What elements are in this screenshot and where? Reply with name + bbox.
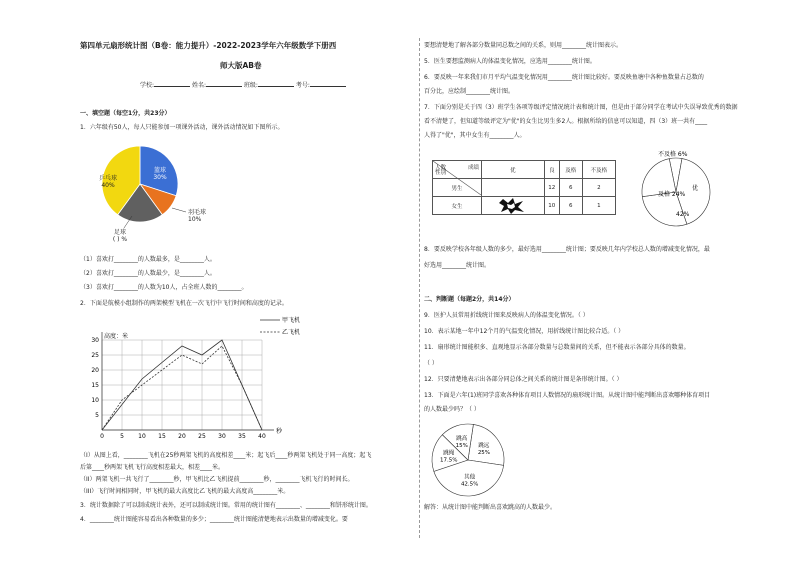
x-tick-label: 15 — [158, 433, 166, 440]
question-2: 2．下面是航模小组制作的两架模型飞机在一次飞行中飞行时间和高度的记录。 — [80, 300, 288, 307]
title-line-1: 第四单元扇形统计图（B卷：能力提升）-2022-2023学年六年级数学下册西 — [80, 41, 337, 50]
col-header-good: 良 — [544, 161, 559, 179]
pie-label: 篮球 — [153, 167, 167, 174]
question-13-cont: 的人数最少吗？（ ） — [424, 406, 480, 413]
corner-people: 人数 — [435, 165, 447, 171]
pie-label: 跳远 — [478, 443, 490, 450]
section-2-heading: 二、判断题（每题2分，共14分） — [424, 296, 515, 303]
ink-blot-icon — [497, 197, 529, 214]
info-name: 姓名: — [191, 82, 206, 89]
x-axis-label: 秒 — [276, 428, 283, 435]
table-row — [433, 197, 616, 215]
pie-percent: 42.5% — [460, 481, 479, 488]
question-11: 11．扇形统计图能积多、直观地显示各部分数量与总数量间的关系，但不能表示各部分具体的数量。 — [424, 344, 690, 351]
col-header-pass: 及格 — [559, 161, 582, 179]
pie-label: 足球 — [113, 229, 127, 236]
row-label-boys: 男生 — [433, 179, 482, 197]
corner-gender: 性别 — [435, 170, 447, 176]
cell-girls-good: 10 — [544, 197, 559, 215]
x-tick-label: 0 — [100, 433, 104, 440]
x-tick-label: 40 — [258, 433, 266, 440]
pie-percent: 25% — [477, 450, 491, 457]
question-7-cont-2: 人得了"优"，其中女生有________人。 — [424, 132, 526, 139]
pie-label: 优 — [692, 185, 699, 192]
q1-sub-3: （3）喜欢打________的人数为10人，占全班人数的________。 — [80, 284, 248, 291]
question-6: 6．要反映一年来我们市月平均气温变化情况用________统计图比较好。要反映鱼塘中各种鱼数量占总数的 — [424, 74, 704, 81]
y-tick-label: 5 — [95, 412, 99, 419]
col-header-excellent: 优 — [482, 161, 545, 179]
question-1: 1．六年级有50人，每人只能参加一项课外活动，课外活动情况如下图所示。 — [80, 124, 284, 131]
pie-label: 跳高 — [456, 436, 468, 443]
y-tick-label: 10 — [91, 397, 99, 404]
legend-label: 乙飞机 — [282, 329, 301, 336]
pie-percent: 42% — [676, 211, 690, 218]
y-axis-label: 高度：米 — [104, 333, 129, 340]
q1-sub-2: （2）喜欢打________的人数最少，是________人。 — [80, 270, 216, 277]
x-tick-label: 5 — [120, 433, 124, 440]
question-10: 10．表示某地一年中12个月的气温变化情况，用折线统计图比较合适。（ ） — [424, 328, 625, 335]
question-4: 4．________统计图能容易看出各种数量的多少；________统计图能清楚地表示出数量的增减变化。要 — [80, 516, 348, 523]
cell-boys-good: 12 — [544, 179, 559, 197]
info-row — [140, 80, 346, 90]
sports-pie-chart — [426, 420, 516, 500]
pie-percent: 10% — [188, 216, 202, 223]
pie-percent: 17.5% — [439, 457, 458, 464]
info-exam: 考号: — [295, 82, 310, 89]
activity-pie-chart — [80, 136, 210, 248]
cell-girls-fail: 1 — [582, 197, 615, 215]
x-tick-label: 30 — [218, 433, 226, 440]
question-5: 5．医生要想监测病人的体温变化情况，应选用________统计图。 — [424, 58, 596, 65]
q2-sub-2: 后第____秒两架飞机飞行高度相差最大，相差____米。 — [80, 464, 225, 471]
q2-sub-4: （III）飞行时间相同时，甲飞机的最大高度比乙飞机的最大高度高________米。 — [80, 488, 290, 495]
y-tick-label: 20 — [91, 367, 99, 374]
table-corner — [433, 161, 482, 179]
info-school: 学校: — [140, 82, 155, 89]
grade-pie-chart — [624, 148, 734, 238]
question-7-cont: 看不清楚了，但知道等级评定为"优"的女生比男生多2人。根据所给的信息可以知道，四（3）班一共有____ — [424, 118, 708, 125]
cell-girls-excellent — [482, 197, 545, 215]
info-class: 班级: — [243, 82, 258, 89]
col-header-fail: 不及格 — [582, 161, 615, 179]
cell-boys-excellent — [482, 179, 545, 197]
cell-boys-pass: 6 — [559, 179, 582, 197]
q1-sub-1: （1）喜欢打________的人数最多，是________人。 — [80, 256, 216, 263]
question-8-cont: 好选用________统计图。 — [424, 262, 491, 269]
q2-sub-1: （I）从图上看，________飞机在25秒两架飞机的高度相差____米；起飞后____秒两架飞机处于同一高度；起飞 — [80, 452, 372, 459]
pie-label: 不及格 6% — [658, 151, 688, 158]
q2-sub-3: （II）两架飞机一共飞行了________秒，甲飞机比乙飞机提前________秒，________飞机飞行的时间长。 — [80, 476, 354, 483]
question-3: 3．统计数据除了可以制成统计表外，还可以制成统计图。常用的统计图有________、________和饼形统计图。 — [80, 502, 372, 509]
flight-line-chart — [80, 312, 320, 444]
question-9: 9．医护人员常用折线统计图来反映病人的体温变化情况。（ ） — [424, 312, 589, 319]
pie-label: 其他 — [464, 474, 476, 481]
column-divider — [419, 38, 420, 538]
corner-score: 成绩 — [467, 165, 479, 171]
question-6-cont: 百分比，应绘制________统计图。 — [424, 88, 515, 95]
x-tick-label: 35 — [238, 433, 246, 440]
pie-label: 羽毛球 — [188, 209, 207, 216]
pie-label: 乒乓球 — [98, 175, 118, 182]
title-line-2: 师大版AB卷 — [220, 61, 262, 70]
question-13: 13．下面是六年(1)班同学喜欢各种体育项目人数情况的扇形统计图。从统计图中能判断出喜欢哪种体育项目 — [424, 392, 711, 399]
explanation: 解答：从统计图中能判断出喜欢跳高的人数最少。 — [424, 504, 557, 511]
section-1-heading: 一、填空题（每空1分，共23分） — [80, 110, 171, 117]
question-12: 12．只要清楚地表示出各部分同总体之间关系的统计图是条形统计图。（ ） — [424, 376, 623, 383]
pie-label: 及格 24% — [658, 191, 686, 198]
question-11-cont: （ ） — [424, 360, 438, 367]
question-8: 8．要反映学校各年级人数的多少，最好选用________统计图；要反映几年内学校总人数的增减变化情况，最 — [424, 246, 710, 253]
pie-percent: 40% — [101, 182, 115, 189]
x-tick-label: 25 — [198, 433, 206, 440]
cell-girls-pass: 6 — [559, 197, 582, 215]
cell-boys-fail: 2 — [582, 179, 615, 197]
pie-percent: ( ) % — [112, 236, 128, 243]
row-label-girls: 女生 — [433, 197, 482, 215]
q4-continued: 要想清楚地了解各部分数量同总数之间的关系，则用________统计图表示。 — [424, 42, 623, 49]
question-7: 7．下面分别是关于四（3）班学生各项等级评定情况统计表和统计图，但是由于部分同学在考试中失误导致优秀的数据 — [424, 104, 738, 111]
pie-label: 跳绳 — [443, 450, 455, 457]
x-tick-label: 20 — [178, 433, 186, 440]
legend-label: 甲飞机 — [282, 317, 301, 324]
x-tick-label: 10 — [138, 433, 146, 440]
y-tick-label: 25 — [91, 352, 99, 359]
pie-percent: 30% — [153, 174, 167, 181]
y-tick-label: 15 — [91, 382, 99, 389]
grade-table — [432, 160, 616, 215]
pie-percent: 15% — [455, 443, 468, 450]
y-tick-label: 30 — [91, 337, 99, 344]
